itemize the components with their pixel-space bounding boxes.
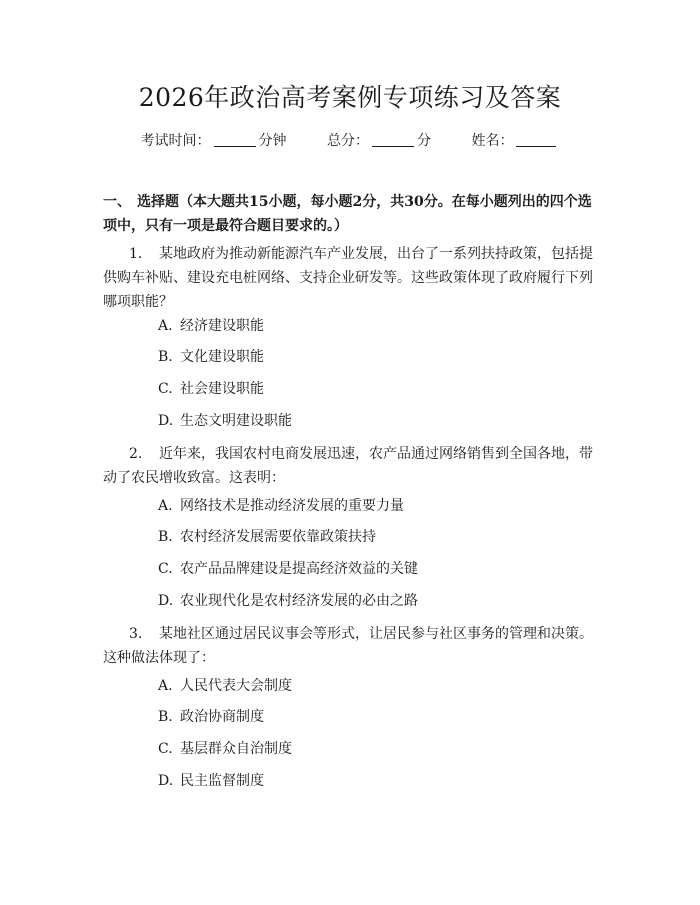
question-3-stem (103, 622, 603, 670)
option-letter: D. (158, 413, 174, 429)
section-number: 一、 (103, 194, 131, 210)
question-text: 近年来，我国农村电商发展迅速，农产品通过网络销售到全国各地，带动了农民增收致富。这表明： (103, 446, 593, 486)
section-heading-text: 选择题（本大题共15小题，每小题2分，共30分。在每小题列出的四个选项中，只有一项是最符合题目要求的。） (103, 194, 592, 234)
question-1-option-c (158, 379, 598, 399)
option-text: 民主监督制度 (180, 773, 264, 789)
option-text: 农业现代化是农村经济发展的必由之路 (180, 593, 418, 609)
option-letter: A. (158, 678, 173, 694)
question-1-stem (103, 242, 603, 314)
option-text: 网络技术是推动经济发展的重要力量 (180, 498, 404, 514)
option-letter: C. (158, 741, 173, 757)
question-2-option-a (158, 496, 598, 516)
question-2-option-b (158, 527, 598, 547)
exam-time-blank (214, 132, 256, 147)
option-letter: C. (158, 561, 173, 577)
total-score-field (327, 131, 431, 151)
exam-time-field (141, 131, 287, 151)
student-name-blank (516, 132, 556, 147)
option-letter: A. (158, 318, 173, 334)
option-text: 农村经济发展需要依靠政策扶持 (180, 529, 376, 545)
option-text: 经济建设职能 (180, 318, 264, 334)
total-score-blank (372, 132, 414, 147)
option-text: 基层群众自治制度 (180, 741, 292, 757)
question-3-option-b (158, 707, 598, 727)
option-letter: A. (158, 498, 173, 514)
student-name-field (471, 131, 559, 151)
question-2-stem (103, 442, 603, 490)
exam-time-label: 考试时间： (140, 133, 211, 149)
option-text: 政治协商制度 (180, 709, 264, 725)
question-1-option-a (158, 316, 598, 336)
total-score-unit: 分 (417, 133, 431, 149)
question-3-option-a (158, 676, 598, 696)
question-2-option-c (158, 559, 598, 579)
question-text: 某地政府为推动新能源汽车产业发展，出台了一系列扶持政策，包括提供购车补贴、建设充电桩网络、支持企业研发等。这些政策体现了政府履行下列哪项职能？ (103, 246, 593, 310)
student-name-label: 姓名： (471, 133, 514, 149)
section-heading (103, 190, 603, 238)
page-title: 2026年政治高考案例专项练习及答案 (138, 83, 562, 112)
exam-info-line (0, 131, 700, 151)
option-letter: B. (158, 349, 173, 365)
question-number: 3. (129, 626, 143, 642)
option-text: 社会建设职能 (180, 381, 264, 397)
option-letter: B. (158, 709, 173, 725)
question-number: 2. (129, 446, 143, 462)
option-letter: C. (158, 381, 173, 397)
exam-time-unit: 分钟 (258, 133, 287, 149)
total-score-label: 总分： (327, 133, 369, 149)
option-text: 人民代表大会制度 (180, 678, 292, 694)
option-text: 生态文明建设职能 (180, 413, 292, 429)
option-text: 农产品品牌建设是提高经济效益的关键 (180, 561, 418, 577)
question-2-option-d (158, 591, 598, 611)
option-letter: D. (158, 593, 174, 609)
question-1-option-b (158, 347, 598, 367)
option-letter: B. (158, 529, 173, 545)
option-letter: D. (158, 773, 174, 789)
question-3-option-d (158, 771, 598, 791)
option-text: 文化建设职能 (180, 349, 264, 365)
question-3-option-c (158, 739, 598, 759)
question-1-option-d (158, 411, 598, 431)
question-number: 1. (129, 246, 143, 262)
question-text: 某地社区通过居民议事会等形式，让居民参与社区事务的管理和决策。这种做法体现了： (103, 626, 593, 666)
